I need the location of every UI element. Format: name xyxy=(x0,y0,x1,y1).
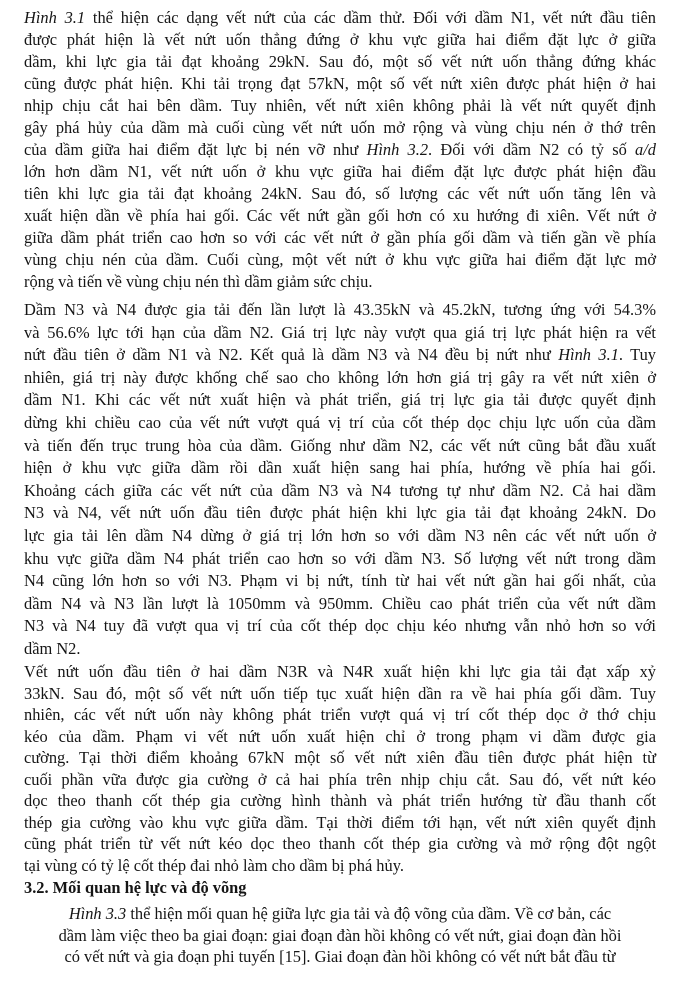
text-segment: lực gia tải lên dầm N4 dừng ở giá trị lớn hơn so với dầm N3 nên các vết nứt uốn ở xyxy=(24,525,656,545)
text-line xyxy=(24,704,656,726)
text-line xyxy=(24,925,656,947)
text-segment: nhiên, giá trị này được khống chế sao cho không lớn hơn giá trị gây ra vết nứt xiên ở xyxy=(24,367,656,387)
text-segment: và 56.6% lực tới hạn của dầm N2. Giá trị lực này vượt qua giá trị lực phát hiện ra vết xyxy=(24,322,656,342)
text-segment: cuối phần vữa được gia cường ở cả hai phía trên nhịp chịu cắt. Sau đó, vết nứt kéo xyxy=(24,769,656,789)
text-line xyxy=(24,183,656,205)
text-segment: nhịp chịu cắt hai bên dầm. Tuy nhiên, vết nứt xiên không phải là vết nứt quyết định xyxy=(24,96,656,115)
text-line xyxy=(24,299,656,322)
figure-reference: Hình 3.2 xyxy=(366,140,429,159)
figure-reference: a/d xyxy=(635,140,656,159)
text-line xyxy=(24,73,656,95)
text-segment: dầm N4 và N3 lần lượt là 1050mm và 950mm. Chiều cao phát triển của vết nứt dầm xyxy=(24,593,656,613)
text-segment: giữa dầm phát triển cao hơn so với các vết nứt ở gần phía gối dầm và tiến gần về phía xyxy=(24,228,656,247)
text-line xyxy=(24,205,656,227)
text-segment: thể hiện mối quan hệ giữa lực gia tải và độ võng của dầm. Về cơ bản, các xyxy=(126,904,612,923)
text-line xyxy=(24,525,656,548)
text-line xyxy=(24,747,656,769)
text-segment: kéo của dầm. Phạm vi vết nứt uốn xuất hiện chỉ ở trong phạm vi dầm được gia xyxy=(24,726,656,746)
text-line xyxy=(24,95,656,117)
figure-reference: Hình 3.3 xyxy=(68,904,127,923)
text-segment: . Tuy xyxy=(618,345,656,365)
text-line xyxy=(24,367,656,390)
text-segment: N3 và N4 tuy đã vượt qua vị trí của cốt thép dọc chịu kéo nhưng vẫn nhỏ hơn so với xyxy=(24,616,656,636)
text-segment: rộng và tiến về vùng chịu nén thì dầm giảm sức chịu. xyxy=(24,272,373,291)
text-segment: nứt đầu tiên ở dầm N1 và N2. Kết quả là dầm N3 và N4 đều bị nứt như xyxy=(24,345,559,365)
text-line xyxy=(24,435,656,458)
text-segment: cũng được phát hiện. Khi tải trọng đạt 57kN, một số vết nứt xiên được phát hiện ở hai xyxy=(24,74,656,93)
text-segment: thể hiện các dạng vết nứt của các dầm thử. Đối với dầm N1, vết nứt đầu tiên xyxy=(85,8,656,27)
text-line xyxy=(24,249,656,271)
text-line xyxy=(24,946,656,968)
text-segment: xuất hiện dần về phía hai gối. Các vết nứt gần gối hơn có xu hướng đi xiên. Vết nứt ở xyxy=(24,206,656,225)
figure-reference: Hình 3.1 xyxy=(24,8,86,27)
text-line xyxy=(24,855,656,877)
text-line xyxy=(24,833,656,855)
paragraph-crack-patterns-n1-n2 xyxy=(24,7,656,293)
text-line xyxy=(24,812,656,834)
text-line xyxy=(24,322,656,345)
text-segment: N3 và N4, vết nứt uốn đầu tiên được phát hiện khi lực gia tải đạt khoảng 24kN. Do xyxy=(24,503,656,523)
text-line xyxy=(24,344,656,367)
text-segment: Khoảng cách giữa các vết nứt của dầm N3 và N4 tương tự như dầm N2. Cả hai dầm xyxy=(24,480,656,500)
figure-reference: Hình 3.1 xyxy=(558,345,619,365)
text-line xyxy=(24,227,656,249)
text-segment: dầm, khi lực gia tải đạt khoảng 29kN. Sau đó, một số vết nứt uốn thẳng đứng khác xyxy=(24,52,656,71)
text-segment: tại vùng có tỷ lệ cốt thép đai nhỏ làm cho dầm bị phá hủy. xyxy=(24,855,404,875)
text-line xyxy=(24,457,656,480)
text-segment: Vết nứt uốn đầu tiên ở hai dầm N3R và N4R xuất hiện khi lực gia tải đạt xấp xỷ xyxy=(24,662,656,681)
text-segment: hiện ở khu vực giữa dầm rồi dần xuất hiện sang hai phía, hướng về phía hai gối. xyxy=(24,458,656,478)
text-line xyxy=(24,480,656,503)
text-segment: có vết nứt và gia đoạn phi tuyến [15]. Giai đoạn đàn hồi không có vết nứt bắt đầu từ xyxy=(64,947,616,967)
text-line xyxy=(24,593,656,616)
text-segment: của dầm giữa hai điểm đặt lực bị nén vỡ như xyxy=(24,140,367,159)
text-segment: dầm làm việc theo ba giai đoạn: giai đoạn đàn hồi không có vết nứt, giai đoạn đàn hồi xyxy=(58,925,622,945)
text-segment: được phát hiện là vết nứt uốn thẳng đứng ở khu vực giữa hai điểm đặt lực ở giữa xyxy=(24,30,656,49)
text-segment: dầm N2. xyxy=(24,638,81,658)
text-line xyxy=(24,726,656,748)
text-line xyxy=(24,139,656,161)
text-line xyxy=(24,638,656,661)
text-line xyxy=(24,661,656,683)
text-line xyxy=(24,903,656,925)
text-line xyxy=(24,7,656,29)
text-line xyxy=(24,548,656,571)
paragraph-cracks-n3-n4 xyxy=(24,299,656,661)
text-segment: và tiến đến trục trung hòa của dầm. Giống như dầm N2, các vết nứt cũng bắt đầu xuất xyxy=(24,435,656,455)
text-line xyxy=(24,161,656,183)
text-line xyxy=(24,683,656,705)
text-segment: lớn hơn dầm N1, vết nứt uốn ở khu vực giữa hai điểm đặt lực được phát hiện đầu xyxy=(24,162,656,181)
text-segment: khu vực giữa dầm N4 phát triển cao hơn so với dầm N3. Số lượng vết nứt trong dầm xyxy=(24,548,656,568)
text-segment: nhiên, các vết nứt uốn này không phát triển vượt quá vị trí cốt thép dọc ở thớ chịu xyxy=(24,705,656,724)
text-segment: cũng phát triển từ vết nứt kéo dọc theo thanh cốt thép gia cường và mở rộng đột ngột xyxy=(24,834,656,853)
text-segment: Dầm N3 và N4 được gia tải đến lần lượt là 43.35kN và 45.2kN, tương ứng với 54.3% xyxy=(24,300,656,319)
text-line xyxy=(24,615,656,638)
text-segment: . Đối với dầm N2 có tỷ số xyxy=(428,140,636,159)
text-segment: vùng chịu nén của dầm. Cuối cùng, một vết nứt ở khu vực giữa hai điểm đặt lực mở xyxy=(24,250,656,269)
text-segment: cường. Tại thời điểm khoảng 67kN một số vết nứt xiên đầu tiên được phát hiện từ xyxy=(24,748,656,767)
text-segment: tiên khi lực gia tải đạt khoảng 24kN. Sau đó, số lượng các vết nứt uốn tăng lên và xyxy=(24,184,656,203)
text-line xyxy=(24,769,656,791)
text-segment: dừng khi chiều cao của vết nứt vượt quá vị trí của cốt thép dọc chịu lực uốn của dầm xyxy=(24,412,656,432)
section-heading: 3.2. Mối quan hệ lực và độ võng xyxy=(24,878,247,897)
text-line xyxy=(24,51,656,73)
paragraph-cracks-n3r-n4r xyxy=(24,661,656,876)
text-line xyxy=(24,790,656,812)
text-segment: dầm N1. Khi các vết nứt xuất hiện và phát triển, giá trị lực gia tải được quyết định xyxy=(24,390,656,410)
text-line xyxy=(24,29,656,51)
text-line xyxy=(24,271,656,293)
text-line xyxy=(24,117,656,139)
text-segment: dọc theo thanh cốt thép gia cường hình thành và phát triển hướng từ đầu thanh cốt xyxy=(24,791,656,810)
text-line xyxy=(24,570,656,593)
text-line xyxy=(24,389,656,412)
text-segment: N4 cũng lớn hơn so với N3. Phạm vi bị nứt, tính từ hai vết nứt gần hai gối nhất, của xyxy=(24,571,656,591)
text-line xyxy=(24,412,656,435)
text-segment: gây phá hủy của dầm mà cuối cùng vết nứt uốn mở rộng và vùng chịu nén ở thớ trên xyxy=(24,118,656,137)
text-segment: thép gia cường vào khu vực giữa dầm. Tại thời điểm tới hạn, vết nứt xiên quyết định xyxy=(24,812,656,832)
text-segment: 33kN. Sau đó, một số vết nứt uốn tiếp tục xuất hiện dần ra về hai phía gối dầm. Tuy xyxy=(24,683,656,703)
text-line xyxy=(24,502,656,525)
paragraph-load-deflection xyxy=(24,903,656,968)
